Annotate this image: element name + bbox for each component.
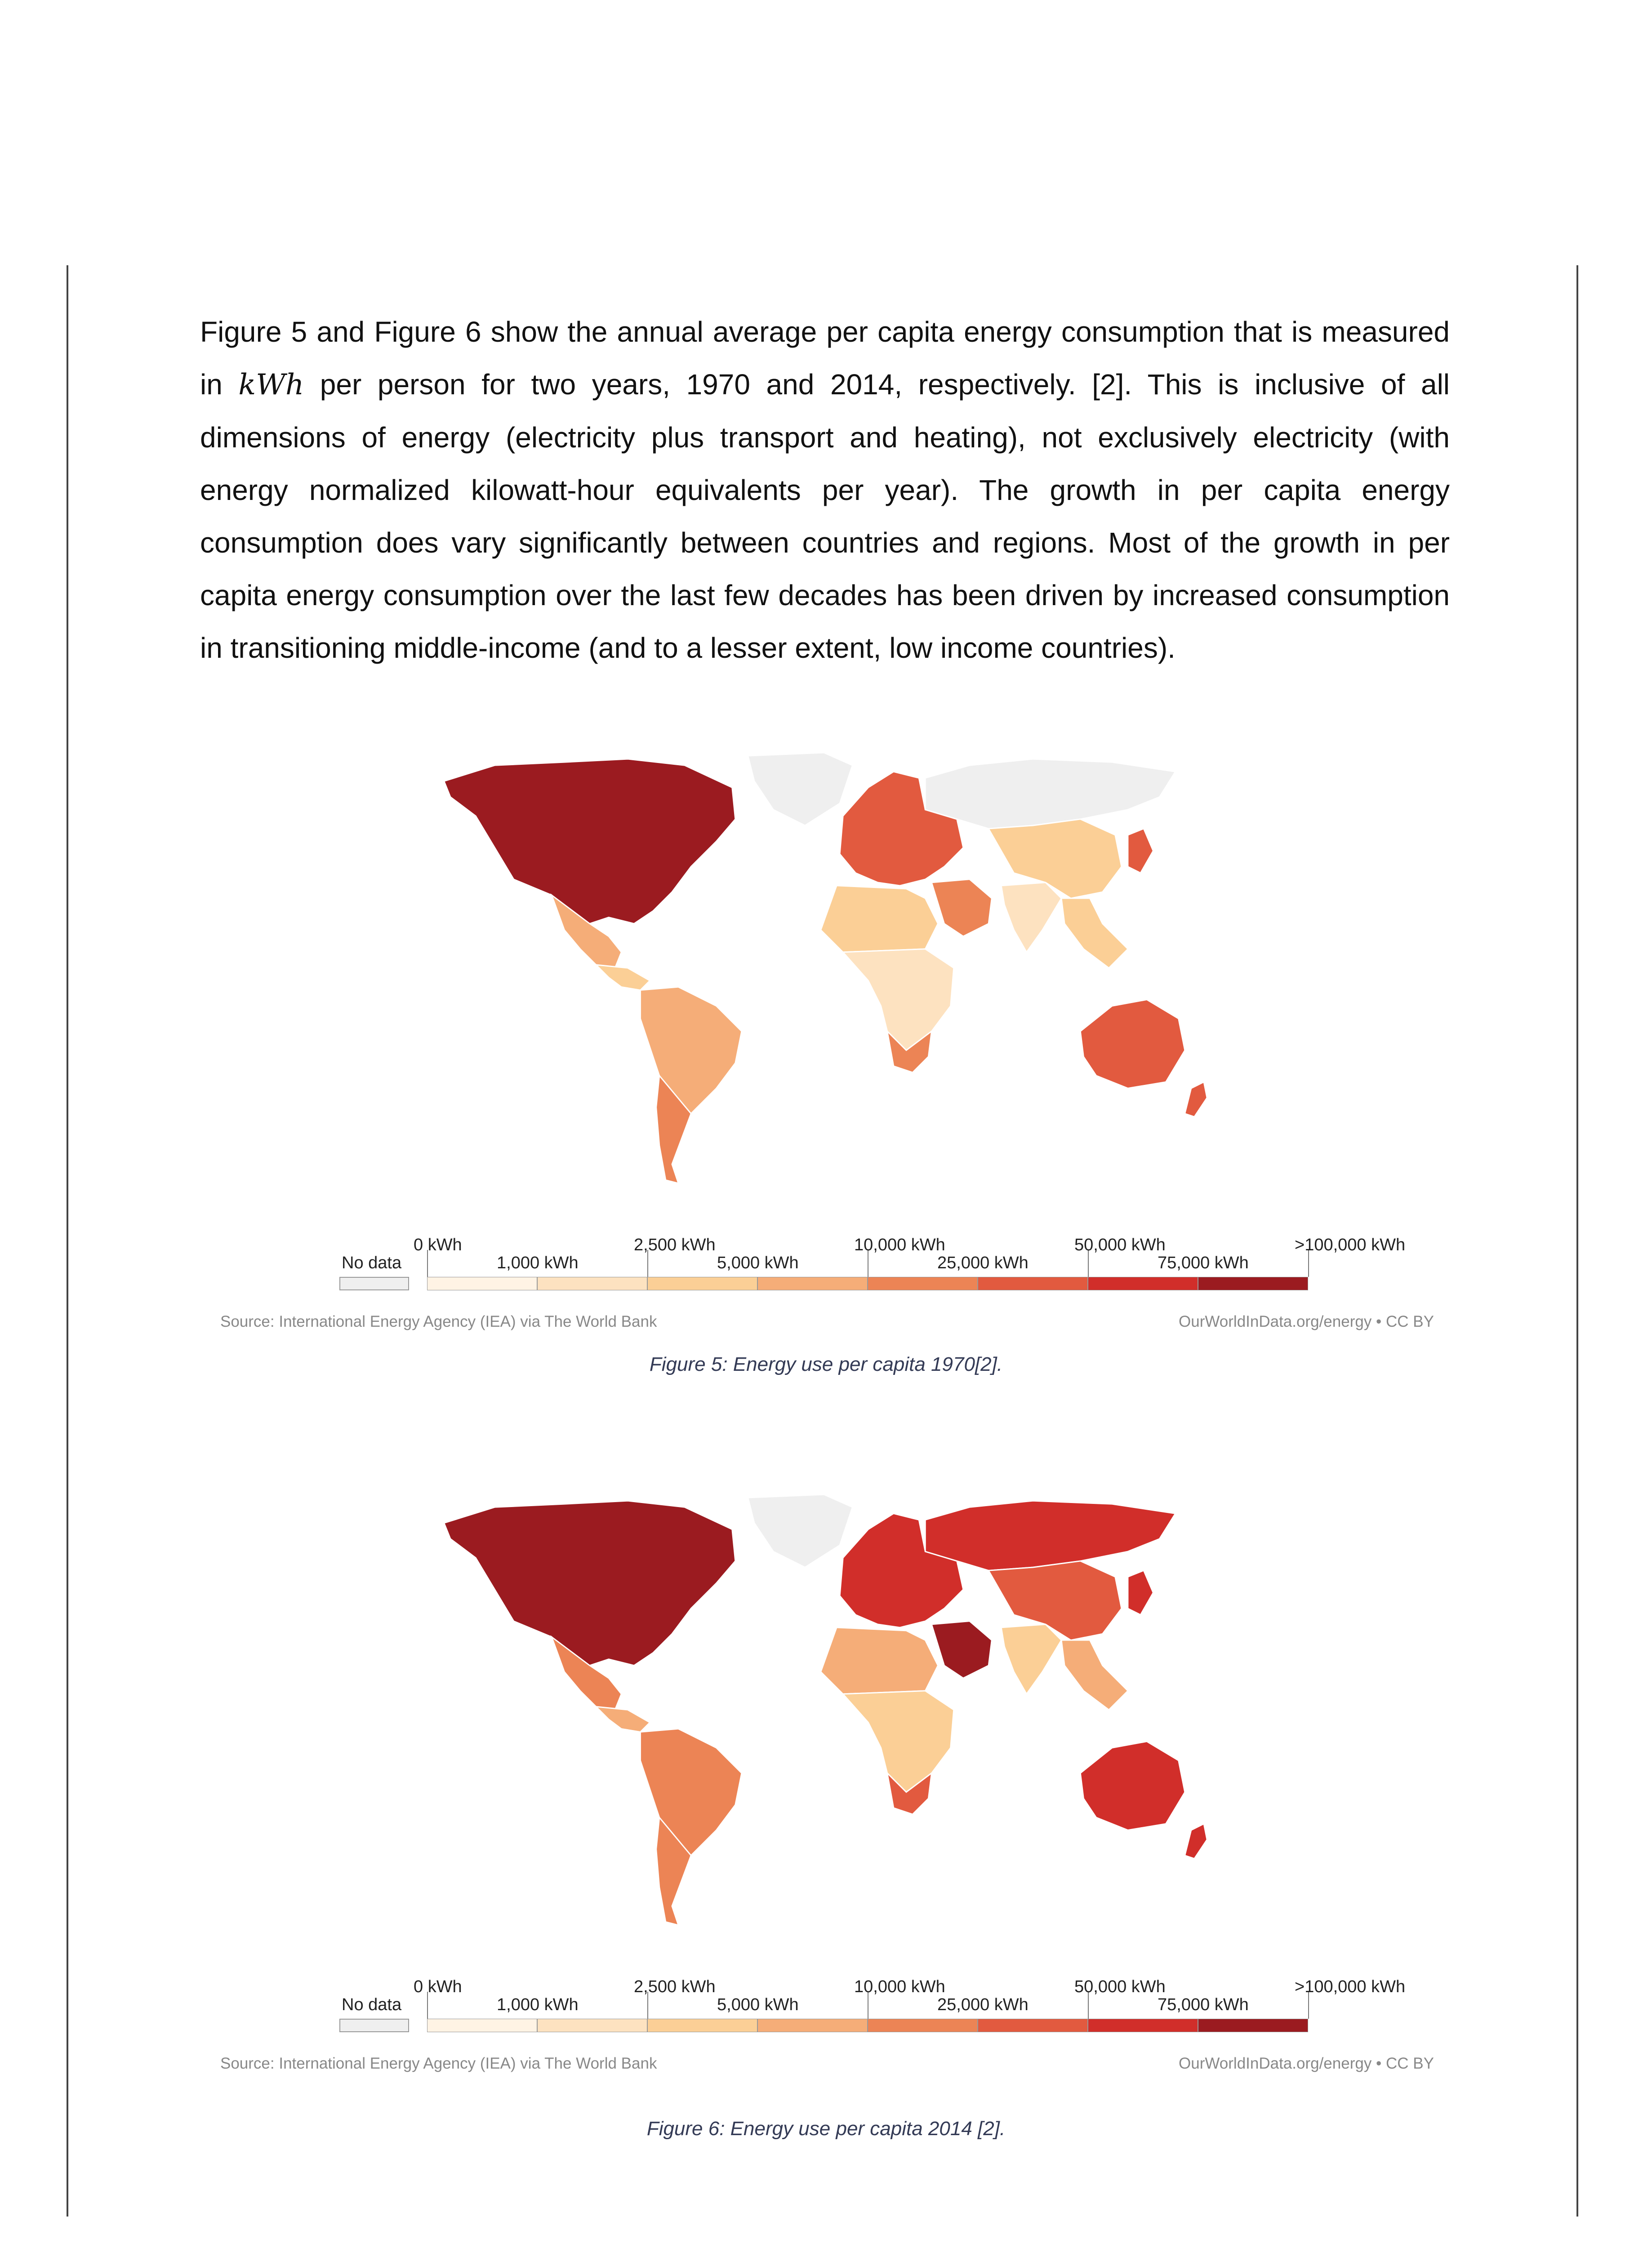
legend-bin	[647, 2019, 757, 2032]
map-region-southeast-asia	[1061, 1640, 1128, 1710]
legend-top-label: 2,500 kWh	[634, 1977, 716, 1996]
map-region-southeast-asia	[1061, 898, 1128, 968]
legend-bin	[1198, 1277, 1308, 1290]
map-region-south-america	[641, 1729, 742, 1855]
legend-bin	[757, 1277, 868, 1290]
legend-bottom-label: 75,000 kWh	[1158, 1995, 1249, 2014]
body-paragraph	[200, 306, 1450, 674]
legend-top-label: 10,000 kWh	[854, 1236, 945, 1254]
map-region-new-zealand	[1185, 1082, 1207, 1116]
source-credit: Source: International Energy Agency (IEA) via The World Bank	[220, 2055, 657, 2072]
map-region-north-africa	[821, 1628, 938, 1694]
map-region-india	[1001, 1624, 1061, 1694]
legend-bin	[757, 2019, 868, 2032]
source-credit: Source: International Energy Agency (IEA) via The World Bank	[220, 1313, 657, 1330]
license-credit: OurWorldInData.org/energy • CC BY	[1179, 2055, 1434, 2072]
legend-nodata-swatch	[339, 1277, 409, 1290]
figure-5	[211, 746, 1434, 1367]
figure-6	[211, 1488, 1434, 2136]
map-region-north-africa	[821, 886, 938, 952]
paragraph-text-start: Figure 5 and Figure 6 show the annual average per capita energy consumption that is measured in	[200, 316, 1450, 401]
legend-nodata-label: No data	[342, 1995, 402, 2014]
legend-bin	[868, 1277, 978, 1290]
legend-bottom-label: 5,000 kWh	[717, 1995, 799, 2014]
map-region-north-america	[444, 1501, 735, 1665]
legend-bin	[647, 1277, 757, 1290]
legend-bin	[427, 1277, 537, 1290]
map-region-north-america	[444, 759, 735, 923]
map-region-australia	[1080, 1741, 1184, 1830]
map-region-greenland	[748, 1494, 852, 1567]
legend-bottom-label: 5,000 kWh	[717, 1253, 799, 1272]
map-region-russia	[925, 759, 1175, 829]
paragraph-text-end: per person for two years, 1970 and 2014, respectively. [2]. This is inclusive of all dimensions of energy (electricity plus transport and heating), not exclusively electricity (with energy normalized kilowatt-hour equivalents per year). The growth in per capita energy consumption does vary significantly between countries and regions. Most of the growth in per capita energy consumption over the last few decades has been driven by increased consumption in transitioning middle-income (and to a lesser extent, low income countries).	[200, 368, 1450, 664]
map-region-central-america	[596, 965, 650, 990]
map-legend	[211, 1232, 1434, 1322]
map-region-south-america	[641, 987, 742, 1114]
legend-top-label: 2,500 kWh	[634, 1236, 716, 1254]
legend-top-label: >100,000 kWh	[1295, 1236, 1406, 1254]
legend-nodata-swatch	[339, 2019, 409, 2032]
map-region-australia	[1080, 999, 1184, 1088]
legend-bin	[537, 1277, 647, 1290]
legend-top-label: 50,000 kWh	[1074, 1977, 1166, 1996]
legend-bottom-label: 1,000 kWh	[497, 1995, 579, 2014]
map-region-russia	[925, 1501, 1175, 1570]
world-map	[238, 746, 1416, 1196]
legend-bin	[868, 2019, 978, 2032]
unit-math: kWh	[238, 368, 304, 401]
map-region-india	[1001, 883, 1061, 952]
map-legend	[211, 1974, 1434, 2064]
map-region-greenland	[748, 753, 852, 825]
map-region-africa	[843, 1691, 953, 1792]
map-region-japan	[1128, 1570, 1153, 1615]
legend-top-label: 50,000 kWh	[1074, 1236, 1166, 1254]
legend-bin	[537, 2019, 647, 2032]
legend-bin	[1088, 1277, 1198, 1290]
figure-5-caption: Figure 5: Energy use per capita 1970[2].	[649, 1353, 1003, 1375]
legend-top-label: 0 kWh	[414, 1977, 462, 1996]
map-region-central-america	[596, 1707, 650, 1732]
map-region-middle-east	[931, 879, 992, 937]
map-region-japan	[1128, 829, 1153, 873]
legend-top-label: 10,000 kWh	[854, 1977, 945, 1996]
legend-bin	[1088, 2019, 1198, 2032]
legend-top-label: 0 kWh	[414, 1236, 462, 1254]
legend-bottom-label: 1,000 kWh	[497, 1253, 579, 1272]
right-margin-rule	[1576, 265, 1578, 2217]
legend-bottom-label: 75,000 kWh	[1158, 1253, 1249, 1272]
map-region-middle-east	[931, 1621, 992, 1678]
world-map	[238, 1488, 1416, 1938]
legend-bin	[1198, 2019, 1308, 2032]
map-region-new-zealand	[1185, 1824, 1207, 1858]
legend-bottom-label: 25,000 kWh	[937, 1253, 1029, 1272]
license-credit: OurWorldInData.org/energy • CC BY	[1179, 1313, 1434, 1330]
legend-top-label: >100,000 kWh	[1295, 1977, 1406, 1996]
legend-nodata-label: No data	[342, 1253, 402, 1272]
left-margin-rule	[67, 265, 68, 2217]
figure-6-caption: Figure 6: Energy use per capita 2014 [2].	[646, 2118, 1006, 2140]
legend-bin	[978, 1277, 1088, 1290]
legend-bottom-label: 25,000 kWh	[937, 1995, 1029, 2014]
map-region-africa	[843, 949, 953, 1050]
legend-bin	[978, 2019, 1088, 2032]
legend-bin	[427, 2019, 537, 2032]
